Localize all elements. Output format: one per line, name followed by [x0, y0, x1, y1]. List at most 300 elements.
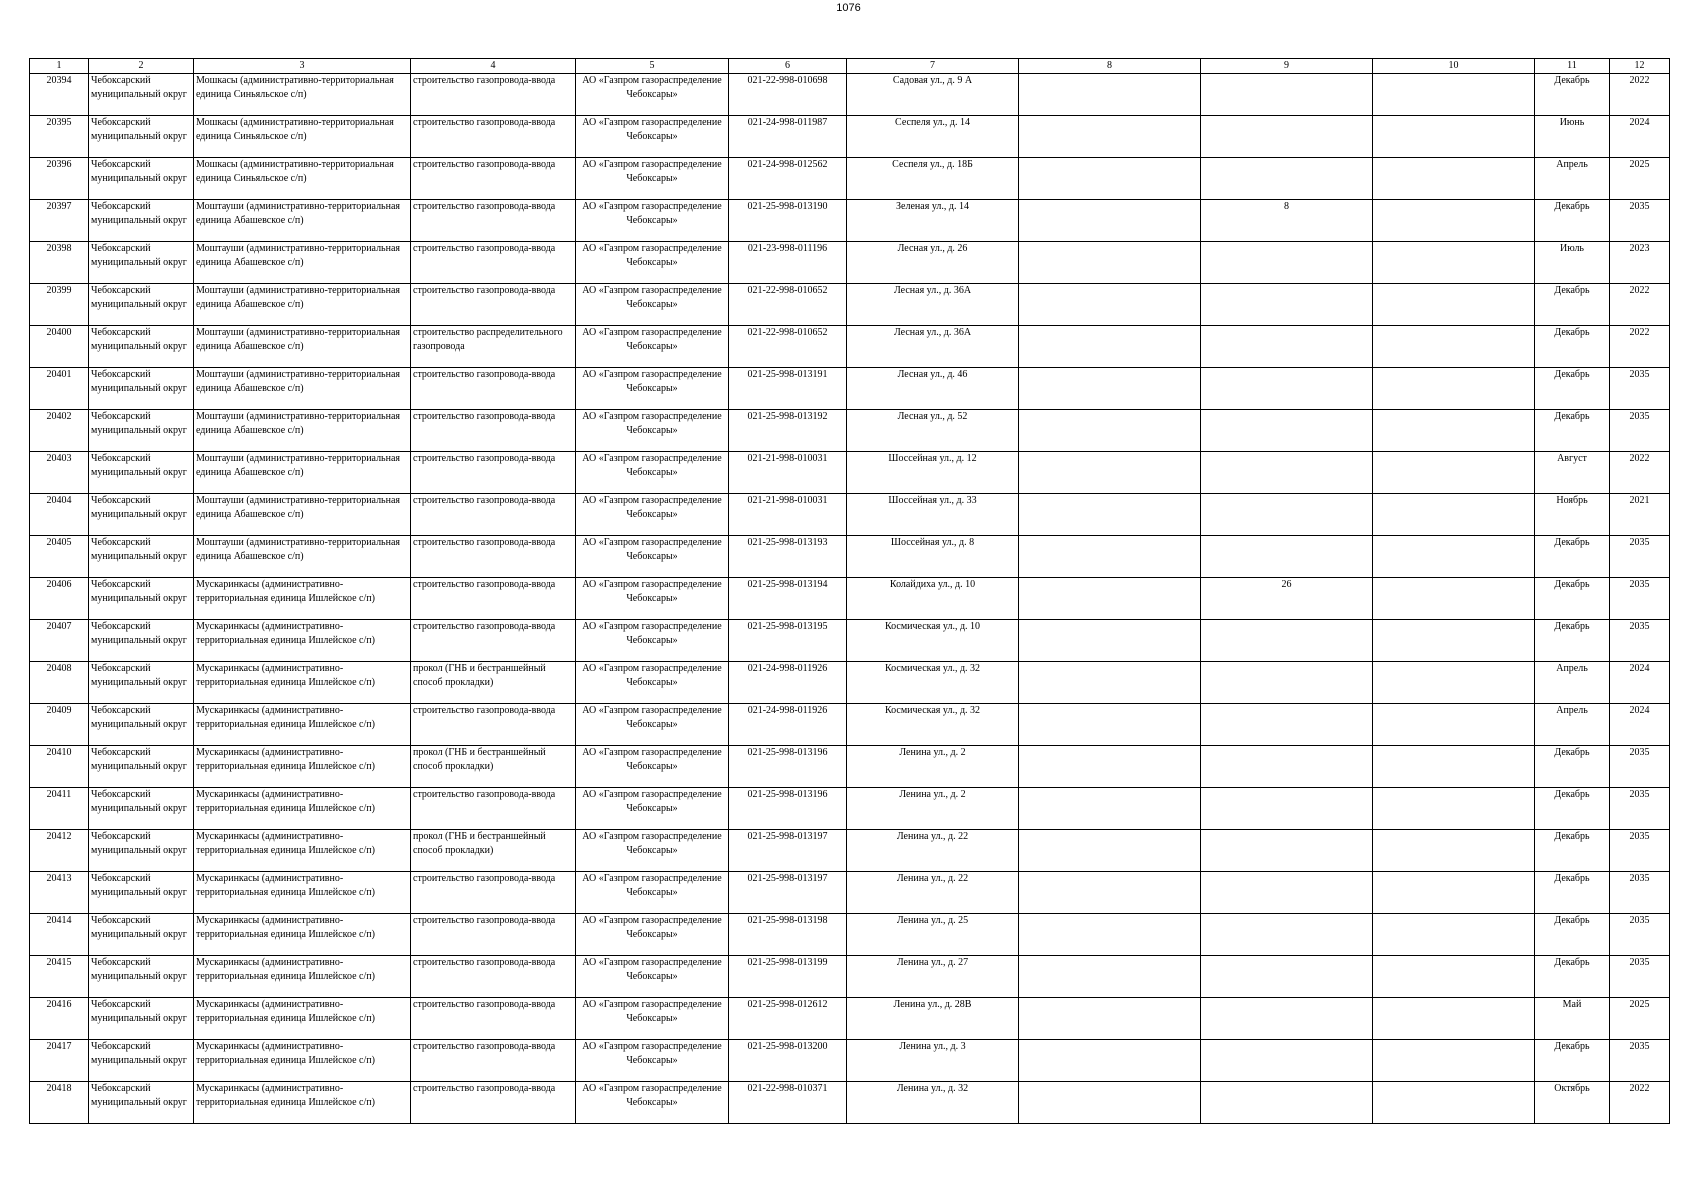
cell-text [1021, 704, 1198, 745]
column-header-3: 3 [194, 59, 411, 74]
cell-text: 021-24-998-012562 [747, 159, 828, 170]
table-row [30, 914, 1670, 956]
cell-text: Лесная ул., д. 52 [897, 411, 968, 422]
cell-text: Чебоксарский муниципальный округ [91, 579, 187, 604]
cell-row-number [30, 494, 89, 536]
cell-text: 2035 [1629, 411, 1650, 422]
cell-organization [576, 452, 729, 494]
cell-month [1535, 284, 1610, 326]
cell-year [1610, 284, 1670, 326]
table-row [30, 998, 1670, 1040]
table-row [30, 620, 1670, 662]
cell-object-code [729, 620, 847, 662]
cell-text: АО «Газпром газораспределение Чебоксары» [582, 243, 722, 268]
cell-column-10 [1373, 1040, 1535, 1082]
cell-row-number [30, 368, 89, 410]
cell-text: Декабрь [1554, 915, 1590, 926]
cell-district [89, 284, 194, 326]
cell-address [847, 704, 1019, 746]
cell-text [1375, 620, 1532, 661]
cell-text: Чебоксарский муниципальный округ [91, 75, 187, 100]
cell-year [1610, 1082, 1670, 1124]
cell-locality [194, 410, 411, 452]
cell-text: Чебоксарский муниципальный округ [91, 285, 187, 310]
cell-column-8 [1019, 284, 1201, 326]
cell-column-10 [1373, 368, 1535, 410]
cell-text: АО «Газпром газораспределение Чебоксары» [582, 705, 722, 730]
cell-work-type [411, 956, 576, 998]
table-row [30, 410, 1670, 452]
cell-text [1375, 368, 1532, 409]
cell-text: АО «Газпром газораспределение Чебоксары» [582, 915, 722, 940]
column-header-6: 6 [729, 59, 847, 74]
cell-text [1203, 998, 1370, 1039]
cell-work-type [411, 368, 576, 410]
cell-row-number [30, 326, 89, 368]
cell-column-10 [1373, 452, 1535, 494]
cell-text: Декабрь [1554, 201, 1590, 212]
cell-text: Декабрь [1554, 537, 1590, 548]
cell-text [1203, 158, 1370, 199]
cell-object-code [729, 326, 847, 368]
page-number: 1076 [836, 2, 861, 14]
cell-column-8 [1019, 746, 1201, 788]
cell-column-9 [1201, 662, 1373, 704]
cell-text: 20399 [46, 285, 72, 296]
cell-object-code [729, 158, 847, 200]
cell-district [89, 746, 194, 788]
cell-work-type [411, 494, 576, 536]
cell-text: 20412 [46, 831, 72, 842]
cell-year [1610, 368, 1670, 410]
cell-text: Мускаринкасы (административно-территориальная единица Ишлейское с/п) [196, 1041, 375, 1066]
cell-row-number [30, 410, 89, 452]
cell-text: 2035 [1629, 873, 1650, 884]
cell-locality [194, 662, 411, 704]
cell-address [847, 1082, 1019, 1124]
cell-text: 2035 [1629, 831, 1650, 842]
cell-month [1535, 1040, 1610, 1082]
table-row [30, 830, 1670, 872]
cell-text: 021-25-998-013190 [747, 201, 828, 212]
cell-organization [576, 662, 729, 704]
cell-text: АО «Газпром газораспределение Чебоксары» [582, 747, 722, 772]
cell-text [1203, 1040, 1370, 1081]
cell-address [847, 788, 1019, 830]
cell-text [1021, 914, 1198, 955]
cell-text [1375, 200, 1532, 241]
cell-text: Ленина ул., д. 3 [899, 1041, 966, 1052]
cell-text: Чебоксарский муниципальный округ [91, 537, 187, 562]
cell-organization [576, 1040, 729, 1082]
cell-organization [576, 1082, 729, 1124]
cell-text: Чебоксарский муниципальный округ [91, 117, 187, 142]
cell-year [1610, 200, 1670, 242]
cell-text [1021, 662, 1198, 703]
cell-text: 2025 [1629, 999, 1650, 1010]
cell-month [1535, 578, 1610, 620]
cell-column-10 [1373, 200, 1535, 242]
cell-district [89, 200, 194, 242]
cell-column-10 [1373, 1082, 1535, 1124]
cell-locality [194, 326, 411, 368]
cell-text: Чебоксарский муниципальный округ [91, 621, 187, 646]
cell-text: 20397 [46, 201, 72, 212]
cell-object-code [729, 452, 847, 494]
cell-object-code [729, 704, 847, 746]
cell-text [1375, 704, 1532, 745]
cell-district [89, 242, 194, 284]
cell-object-code [729, 956, 847, 998]
cell-organization [576, 410, 729, 452]
cell-year [1610, 620, 1670, 662]
cell-locality [194, 998, 411, 1040]
cell-text: строительство газопровода-ввода [413, 285, 556, 296]
cell-column-10 [1373, 746, 1535, 788]
cell-address [847, 872, 1019, 914]
cell-text: Декабрь [1554, 579, 1590, 590]
cell-address [847, 956, 1019, 998]
cell-month [1535, 662, 1610, 704]
cell-address [847, 830, 1019, 872]
cell-row-number [30, 746, 89, 788]
cell-column-8 [1019, 662, 1201, 704]
cell-text: Мошкасы (административно-территориальная единица Синьяльское с/п) [196, 75, 394, 100]
table-row [30, 326, 1670, 368]
cell-text [1021, 242, 1198, 283]
cell-text: АО «Газпром газораспределение Чебоксары» [582, 369, 722, 394]
cell-text: 021-21-998-010031 [747, 453, 828, 464]
cell-text: 2035 [1629, 369, 1650, 380]
cell-object-code [729, 242, 847, 284]
cell-text [1375, 410, 1532, 451]
cell-locality [194, 788, 411, 830]
cell-text [1375, 746, 1532, 787]
cell-column-9 [1201, 200, 1373, 242]
table-row [30, 452, 1670, 494]
cell-year [1610, 788, 1670, 830]
cell-text: строительство газопровода-ввода [413, 957, 556, 968]
cell-text: Декабрь [1554, 873, 1590, 884]
cell-text: 2025 [1629, 159, 1650, 170]
cell-text: Моштауши (административно-территориальная единица Абашевское с/п) [196, 411, 401, 436]
table-row [30, 578, 1670, 620]
cell-text: АО «Газпром газораспределение Чебоксары» [582, 327, 722, 352]
cell-locality [194, 914, 411, 956]
cell-text: Декабрь [1554, 957, 1590, 968]
cell-text [1375, 788, 1532, 829]
cell-text: строительство газопровода-ввода [413, 117, 556, 128]
cell-work-type [411, 746, 576, 788]
cell-text: Ленина ул., д. 22 [896, 873, 969, 884]
cell-organization [576, 998, 729, 1040]
cell-text: Космическая ул., д. 10 [884, 621, 981, 632]
column-header-9: 9 [1201, 59, 1373, 74]
cell-organization [576, 830, 729, 872]
cell-month [1535, 746, 1610, 788]
cell-text [1375, 578, 1532, 619]
cell-column-10 [1373, 956, 1535, 998]
cell-text: Апрель [1556, 663, 1588, 674]
cell-organization [576, 494, 729, 536]
cell-month [1535, 788, 1610, 830]
cell-text: 021-25-998-013196 [747, 789, 828, 800]
cell-text: 20403 [46, 453, 72, 464]
cell-text [1375, 452, 1532, 493]
cell-organization [576, 704, 729, 746]
cell-text: Чебоксарский муниципальный округ [91, 1041, 187, 1066]
cell-text: 20415 [46, 957, 72, 968]
cell-text: Мускаринкасы (административно-территориальная единица Ишлейское с/п) [196, 579, 375, 604]
cell-text [1203, 452, 1370, 493]
cell-text: 2022 [1629, 285, 1650, 296]
cell-column-8 [1019, 74, 1201, 116]
cell-address [847, 1040, 1019, 1082]
cell-column-9 [1201, 536, 1373, 578]
cell-text [1021, 998, 1198, 1039]
table-row [30, 74, 1670, 116]
cell-column-8 [1019, 1082, 1201, 1124]
cell-text [1203, 368, 1370, 409]
cell-text [1021, 200, 1198, 241]
cell-text [1021, 410, 1198, 451]
cell-district [89, 494, 194, 536]
cell-month [1535, 410, 1610, 452]
cell-row-number [30, 830, 89, 872]
cell-district [89, 74, 194, 116]
cell-year [1610, 914, 1670, 956]
cell-row-number [30, 620, 89, 662]
cell-text: прокол (ГНБ и бестраншейный способ прокладки) [413, 831, 546, 856]
cell-text: 2024 [1629, 705, 1650, 716]
cell-district [89, 326, 194, 368]
cell-text: Декабрь [1554, 789, 1590, 800]
cell-text: АО «Газпром газораспределение Чебоксары» [582, 999, 722, 1024]
cell-column-9 [1201, 410, 1373, 452]
cell-text [1203, 704, 1370, 745]
cell-text: Мускаринкасы (административно-территориальная единица Ишлейское с/п) [196, 999, 375, 1024]
cell-organization [576, 536, 729, 578]
cell-text: 021-23-998-011196 [747, 243, 828, 254]
cell-text [1203, 1082, 1370, 1123]
cell-text: 021-22-998-010652 [747, 327, 828, 338]
column-header-11: 11 [1535, 59, 1610, 74]
column-header-12: 12 [1610, 59, 1670, 74]
cell-text: АО «Газпром газораспределение Чебоксары» [582, 621, 722, 646]
cell-organization [576, 788, 729, 830]
table-row [30, 1082, 1670, 1124]
cell-object-code [729, 1040, 847, 1082]
cell-text [1203, 662, 1370, 703]
cell-text: Ноябрь [1556, 495, 1588, 506]
cell-column-9 [1201, 242, 1373, 284]
cell-text: 021-25-998-013196 [747, 747, 828, 758]
cell-object-code [729, 914, 847, 956]
cell-text: 2022 [1629, 1083, 1650, 1094]
cell-object-code [729, 830, 847, 872]
cell-text: 2024 [1629, 117, 1650, 128]
cell-locality [194, 74, 411, 116]
cell-text: Ленина ул., д. 2 [899, 789, 966, 800]
cell-column-10 [1373, 788, 1535, 830]
cell-text: 2035 [1629, 957, 1650, 968]
cell-district [89, 662, 194, 704]
cell-column-8 [1019, 788, 1201, 830]
cell-text: 2035 [1629, 789, 1650, 800]
cell-text [1203, 872, 1370, 913]
cell-text: строительство газопровода-ввода [413, 243, 556, 254]
cell-column-8 [1019, 1040, 1201, 1082]
cell-column-8 [1019, 956, 1201, 998]
cell-text: Ленина ул., д. 32 [896, 1083, 969, 1094]
cell-text: 021-24-998-011987 [747, 117, 828, 128]
cell-work-type [411, 452, 576, 494]
cell-organization [576, 578, 729, 620]
cell-row-number [30, 662, 89, 704]
cell-column-9 [1201, 158, 1373, 200]
cell-text: Декабрь [1554, 327, 1590, 338]
cell-text: Чебоксарский муниципальный округ [91, 327, 187, 352]
cell-text [1375, 956, 1532, 997]
cell-text [1375, 662, 1532, 703]
cell-text: АО «Газпром газораспределение Чебоксары» [582, 831, 722, 856]
cell-text: Чебоксарский муниципальный округ [91, 369, 187, 394]
cell-address [847, 200, 1019, 242]
cell-object-code [729, 200, 847, 242]
table-row [30, 200, 1670, 242]
cell-text: 2035 [1629, 621, 1650, 632]
cell-district [89, 452, 194, 494]
registry-table [29, 58, 1670, 1124]
cell-address [847, 158, 1019, 200]
cell-month [1535, 872, 1610, 914]
cell-column-8 [1019, 704, 1201, 746]
cell-text: 20394 [46, 75, 72, 86]
cell-text: строительство газопровода-ввода [413, 1083, 556, 1094]
cell-organization [576, 116, 729, 158]
cell-organization [576, 284, 729, 326]
cell-text: 021-24-998-011926 [747, 705, 828, 716]
cell-work-type [411, 1082, 576, 1124]
cell-text: 20400 [46, 327, 72, 338]
cell-text: Декабрь [1554, 831, 1590, 842]
cell-row-number [30, 578, 89, 620]
cell-text: строительство газопровода-ввода [413, 75, 556, 86]
cell-column-8 [1019, 158, 1201, 200]
cell-locality [194, 368, 411, 410]
cell-text: 2035 [1629, 915, 1650, 926]
cell-column-9 [1201, 326, 1373, 368]
cell-text [1021, 284, 1198, 325]
cell-row-number [30, 242, 89, 284]
cell-address [847, 242, 1019, 284]
cell-text: АО «Газпром газораспределение Чебоксары» [582, 201, 722, 226]
cell-column-9 [1201, 620, 1373, 662]
column-header-1: 1 [30, 59, 89, 74]
cell-text: Чебоксарский муниципальный округ [91, 453, 187, 478]
cell-organization [576, 368, 729, 410]
cell-text [1375, 326, 1532, 367]
cell-column-8 [1019, 914, 1201, 956]
cell-text: 20409 [46, 705, 72, 716]
cell-month [1535, 200, 1610, 242]
cell-locality [194, 1040, 411, 1082]
cell-text [1203, 326, 1370, 367]
cell-column-9 [1201, 746, 1373, 788]
cell-row-number [30, 200, 89, 242]
cell-text: АО «Газпром газораспределение Чебоксары» [582, 1041, 722, 1066]
cell-month [1535, 620, 1610, 662]
cell-column-10 [1373, 74, 1535, 116]
cell-address [847, 494, 1019, 536]
cell-column-10 [1373, 536, 1535, 578]
cell-text: Космическая ул., д. 32 [884, 663, 981, 674]
cell-text [1021, 1082, 1198, 1123]
cell-text: 20410 [46, 747, 72, 758]
cell-year [1610, 158, 1670, 200]
cell-district [89, 830, 194, 872]
cell-column-10 [1373, 578, 1535, 620]
table-row [30, 536, 1670, 578]
cell-text: Моштауши (административно-территориальная единица Абашевское с/п) [196, 285, 401, 310]
cell-text: Шоссейная ул., д. 8 [890, 537, 975, 548]
cell-column-9 [1201, 1082, 1373, 1124]
cell-text: Лесная ул., д. 36А [893, 327, 972, 338]
cell-text [1021, 746, 1198, 787]
cell-text [1375, 74, 1532, 115]
table-row [30, 704, 1670, 746]
cell-column-8 [1019, 242, 1201, 284]
cell-text: Декабрь [1554, 285, 1590, 296]
cell-text [1203, 788, 1370, 829]
cell-text: 021-22-998-010652 [747, 285, 828, 296]
cell-year [1610, 242, 1670, 284]
cell-text: Мускаринкасы (административно-территориальная единица Ишлейское с/п) [196, 873, 375, 898]
cell-text: строительство газопровода-ввода [413, 411, 556, 422]
cell-text: 021-25-998-012612 [747, 999, 828, 1010]
cell-text: 20414 [46, 915, 72, 926]
table-body [30, 74, 1670, 1124]
cell-text: Чебоксарский муниципальный округ [91, 747, 187, 772]
cell-text: строительство газопровода-ввода [413, 579, 556, 590]
cell-object-code [729, 116, 847, 158]
cell-text: Чебоксарский муниципальный округ [91, 999, 187, 1024]
cell-text: Апрель [1556, 159, 1588, 170]
cell-text [1021, 452, 1198, 493]
cell-text: 2035 [1629, 537, 1650, 548]
cell-text [1375, 998, 1532, 1039]
cell-row-number [30, 1082, 89, 1124]
cell-object-code [729, 662, 847, 704]
cell-text: Мускаринкасы (административно-территориальная единица Ишлейское с/п) [196, 957, 375, 982]
cell-text: Мускаринкасы (административно-территориальная единица Ишлейское с/п) [196, 831, 375, 856]
cell-text: 2035 [1629, 579, 1650, 590]
table-row [30, 872, 1670, 914]
cell-work-type [411, 1040, 576, 1082]
cell-text: Мускаринкасы (административно-территориальная единица Ишлейское с/п) [196, 747, 375, 772]
cell-row-number [30, 788, 89, 830]
cell-column-10 [1373, 830, 1535, 872]
table-header [30, 59, 1670, 74]
cell-text: Мускаринкасы (административно-территориальная единица Ишлейское с/п) [196, 621, 375, 646]
table-row [30, 368, 1670, 410]
cell-text: Ленина ул., д. 27 [896, 957, 969, 968]
cell-column-9 [1201, 788, 1373, 830]
cell-column-8 [1019, 200, 1201, 242]
cell-district [89, 914, 194, 956]
cell-column-10 [1373, 620, 1535, 662]
cell-text [1203, 536, 1370, 577]
